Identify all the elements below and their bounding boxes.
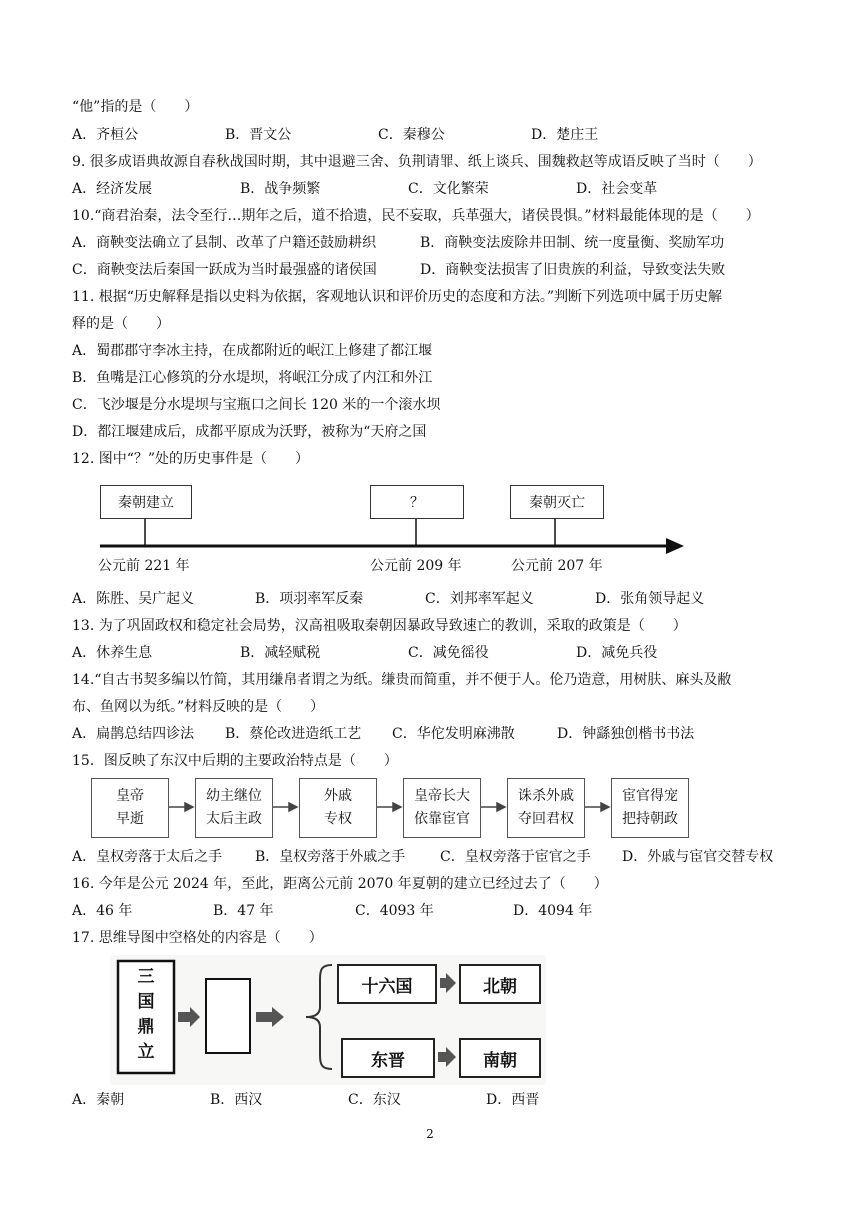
q16-option-d: D．4094 年	[513, 903, 593, 919]
flow-step-emperor-dies	[91, 778, 169, 838]
flow-step-rely-eunuchs	[403, 778, 481, 838]
q11-stem-line2: 释的是（ ）	[72, 316, 170, 332]
timeline-date-207: 公元前 207 年	[511, 558, 603, 574]
q13-option-d: D．减免兵役	[576, 645, 658, 661]
mind-map-start-char-4: 立	[137, 1042, 155, 1062]
q13-option-a: A．休养生息	[72, 645, 153, 661]
q9-option-c: C．文化繁荣	[408, 181, 489, 197]
timeline-event-qin-fall: 秦朝灭亡	[510, 485, 604, 519]
flow-step-1-line1: 皇帝	[116, 788, 144, 804]
mind-map	[110, 955, 546, 1085]
q9-option-b: B．战争频繁	[240, 181, 321, 197]
flow-step-consort-clan	[299, 778, 377, 838]
flow-step-1-line2: 早逝	[116, 811, 144, 827]
q8-option-b: B．晋文公	[225, 127, 292, 143]
q17-option-d: D．西晋	[486, 1092, 540, 1108]
q8-option-a: A．齐桓公	[72, 127, 139, 143]
q17-stem: 17. 思维导图中空格处的内容是（ ）	[72, 930, 323, 946]
q11-option-d: D．都江堰建成后，成都平原成为沃野，被称为“天府之国	[72, 424, 427, 440]
q12-option-c: C．刘邦率军起义	[425, 591, 534, 607]
timeline-event-unknown: ？	[370, 485, 464, 519]
q14-stem-line2: 布、鱼网以为纸。”材料反映的是（ ）	[72, 699, 325, 715]
q13-stem: 13. 为了巩固政权和稳定社会局势，汉高祖吸取秦朝因暴政导致速亡的教训，采取的政策是（ ）	[72, 618, 687, 634]
q14-option-c: C．华佗发明麻沸散	[392, 726, 515, 742]
flow-step-2-line2: 太后主政	[206, 811, 262, 827]
flow-step-2-line1: 幼主继位	[206, 788, 262, 804]
page-number: 2	[426, 1127, 434, 1141]
q10-option-b: B．商鞅变法废除井田制、统一度量衡、奖励军功	[420, 235, 725, 251]
flow-step-6-line2: 把持朝政	[622, 811, 678, 827]
mind-map-blank-box	[206, 979, 250, 1053]
q13-option-c: C．减免徭役	[408, 645, 489, 661]
q12-option-a: A．陈胜、吴广起义	[72, 591, 195, 607]
q14-stem-line1: 14.“自古书契多编以竹简，其用缣帛者谓之为纸。缣贵而简重，并不便于人。伦乃造意，用树肤、麻头及敝	[72, 672, 732, 688]
q14-option-b: B．蔡伦改进造纸工艺	[225, 726, 362, 742]
q12-stem: 12. 图中“？”处的历史事件是（ ）	[72, 451, 310, 467]
q9-option-a: A．经济发展	[72, 181, 153, 197]
mind-map-northern-dynasties: 北朝	[483, 976, 517, 997]
q11-option-a: A．蜀郡郡守李冰主持，在成都附近的岷江上修建了都江堰	[72, 343, 433, 359]
q15-option-a: A．皇权旁落于太后之手	[72, 849, 223, 865]
flow-step-reclaim-power	[507, 778, 585, 838]
q16-option-c: C．4093 年	[355, 903, 434, 919]
flow-step-3-line2: 专权	[324, 811, 352, 827]
mind-map-southern-dynasties: 南朝	[483, 1050, 517, 1071]
q12-option-b: B．项羽率军反秦	[255, 591, 364, 607]
mind-map-start	[118, 965, 174, 1065]
q8-option-c: C．秦穆公	[378, 127, 445, 143]
flow-step-4-line1: 皇帝长大	[414, 788, 470, 804]
q13-option-b: B．减轻赋税	[240, 645, 321, 661]
flow-step-6-line1: 宦官得宠	[622, 788, 678, 804]
q16-stem: 16. 今年是公元 2024 年，至此，距离公元前 2070 年夏朝的建立已经过去了（ ）	[72, 876, 608, 892]
q8-stem: “他”指的是（ ）	[72, 99, 199, 115]
q11-option-b: B．鱼嘴是江心修筑的分水堤坝，将岷江分成了内江和外江	[72, 370, 433, 386]
mind-map-sixteen-kingdoms: 十六国	[361, 976, 413, 997]
q10-stem: 10.“商君治秦，法令至行…期年之后，道不拾遗，民不妄取，兵革强大，诸侯畏惧。”材料最能体现的是（ ）	[72, 208, 760, 224]
q15-option-d: D．外戚与宦官交替专权	[622, 849, 774, 865]
q17-option-b: B．西汉	[210, 1092, 263, 1108]
flow-step-4-line2: 依靠宦官	[414, 811, 470, 827]
q17-option-c: C．东汉	[348, 1092, 401, 1108]
q16-option-a: A．46 年	[72, 903, 133, 919]
q15-option-c: C．皇权旁落于宦官之手	[440, 849, 591, 865]
q16-option-b: B．47 年	[213, 903, 274, 919]
mind-map-start-char-3: 鼎	[137, 1017, 155, 1037]
q14-option-d: D．钟繇独创楷书书法	[557, 726, 695, 742]
q9-option-d: D．社会变革	[576, 181, 658, 197]
q15-option-b: B．皇权旁落于外戚之手	[255, 849, 406, 865]
mind-map-eastern-jin: 东晋	[371, 1050, 405, 1071]
flow-step-3-line1: 外戚	[324, 788, 352, 804]
timeline-date-209: 公元前 209 年	[370, 558, 462, 574]
q9-stem: 9. 很多成语典故源自春秋战国时期，其中退避三舍、负荆请罪、纸上谈兵、围魏救赵等成语反映了当时（ ）	[72, 154, 762, 170]
flow-step-young-ruler	[195, 778, 273, 838]
flow-step-5-line2: 夺回君权	[518, 811, 574, 827]
q10-option-d: D．商鞅变法损害了旧贵族的利益，导致变法失败	[420, 262, 726, 278]
q12-option-d: D．张角领导起义	[595, 591, 705, 607]
flow-step-eunuch-control	[611, 778, 689, 838]
q17-option-a: A．秦朝	[72, 1092, 125, 1108]
q15-stem: 15．图反映了东汉中后期的主要政治特点是（ ）	[72, 753, 398, 769]
q14-option-a: A．扁鹊总结四诊法	[72, 726, 195, 742]
mind-map-start-char-1: 三	[137, 967, 155, 987]
flow-step-5-line1: 诛杀外戚	[518, 788, 574, 804]
q11-option-c: C．飞沙堰是分水堤坝与宝瓶口之间长 120 米的一个滚水坝	[72, 397, 441, 413]
q10-option-a: A．商鞅变法确立了县制、改革了户籍还鼓励耕织	[72, 235, 377, 251]
mind-map-start-char-2: 国	[137, 992, 155, 1012]
timeline-date-221: 公元前 221 年	[98, 558, 190, 574]
timeline-event-qin-founded: 秦朝建立	[100, 485, 192, 519]
q10-option-c: C．商鞅变法后秦国一跃成为当时最强盛的诸侯国	[72, 262, 377, 278]
q8-option-d: D．楚庄王	[531, 127, 599, 143]
q11-stem-line1: 11. 根据“历史解释是指以史料为依据，客观地认识和评价历史的态度和方法。”判断下列选项中属于历史解	[72, 289, 723, 305]
